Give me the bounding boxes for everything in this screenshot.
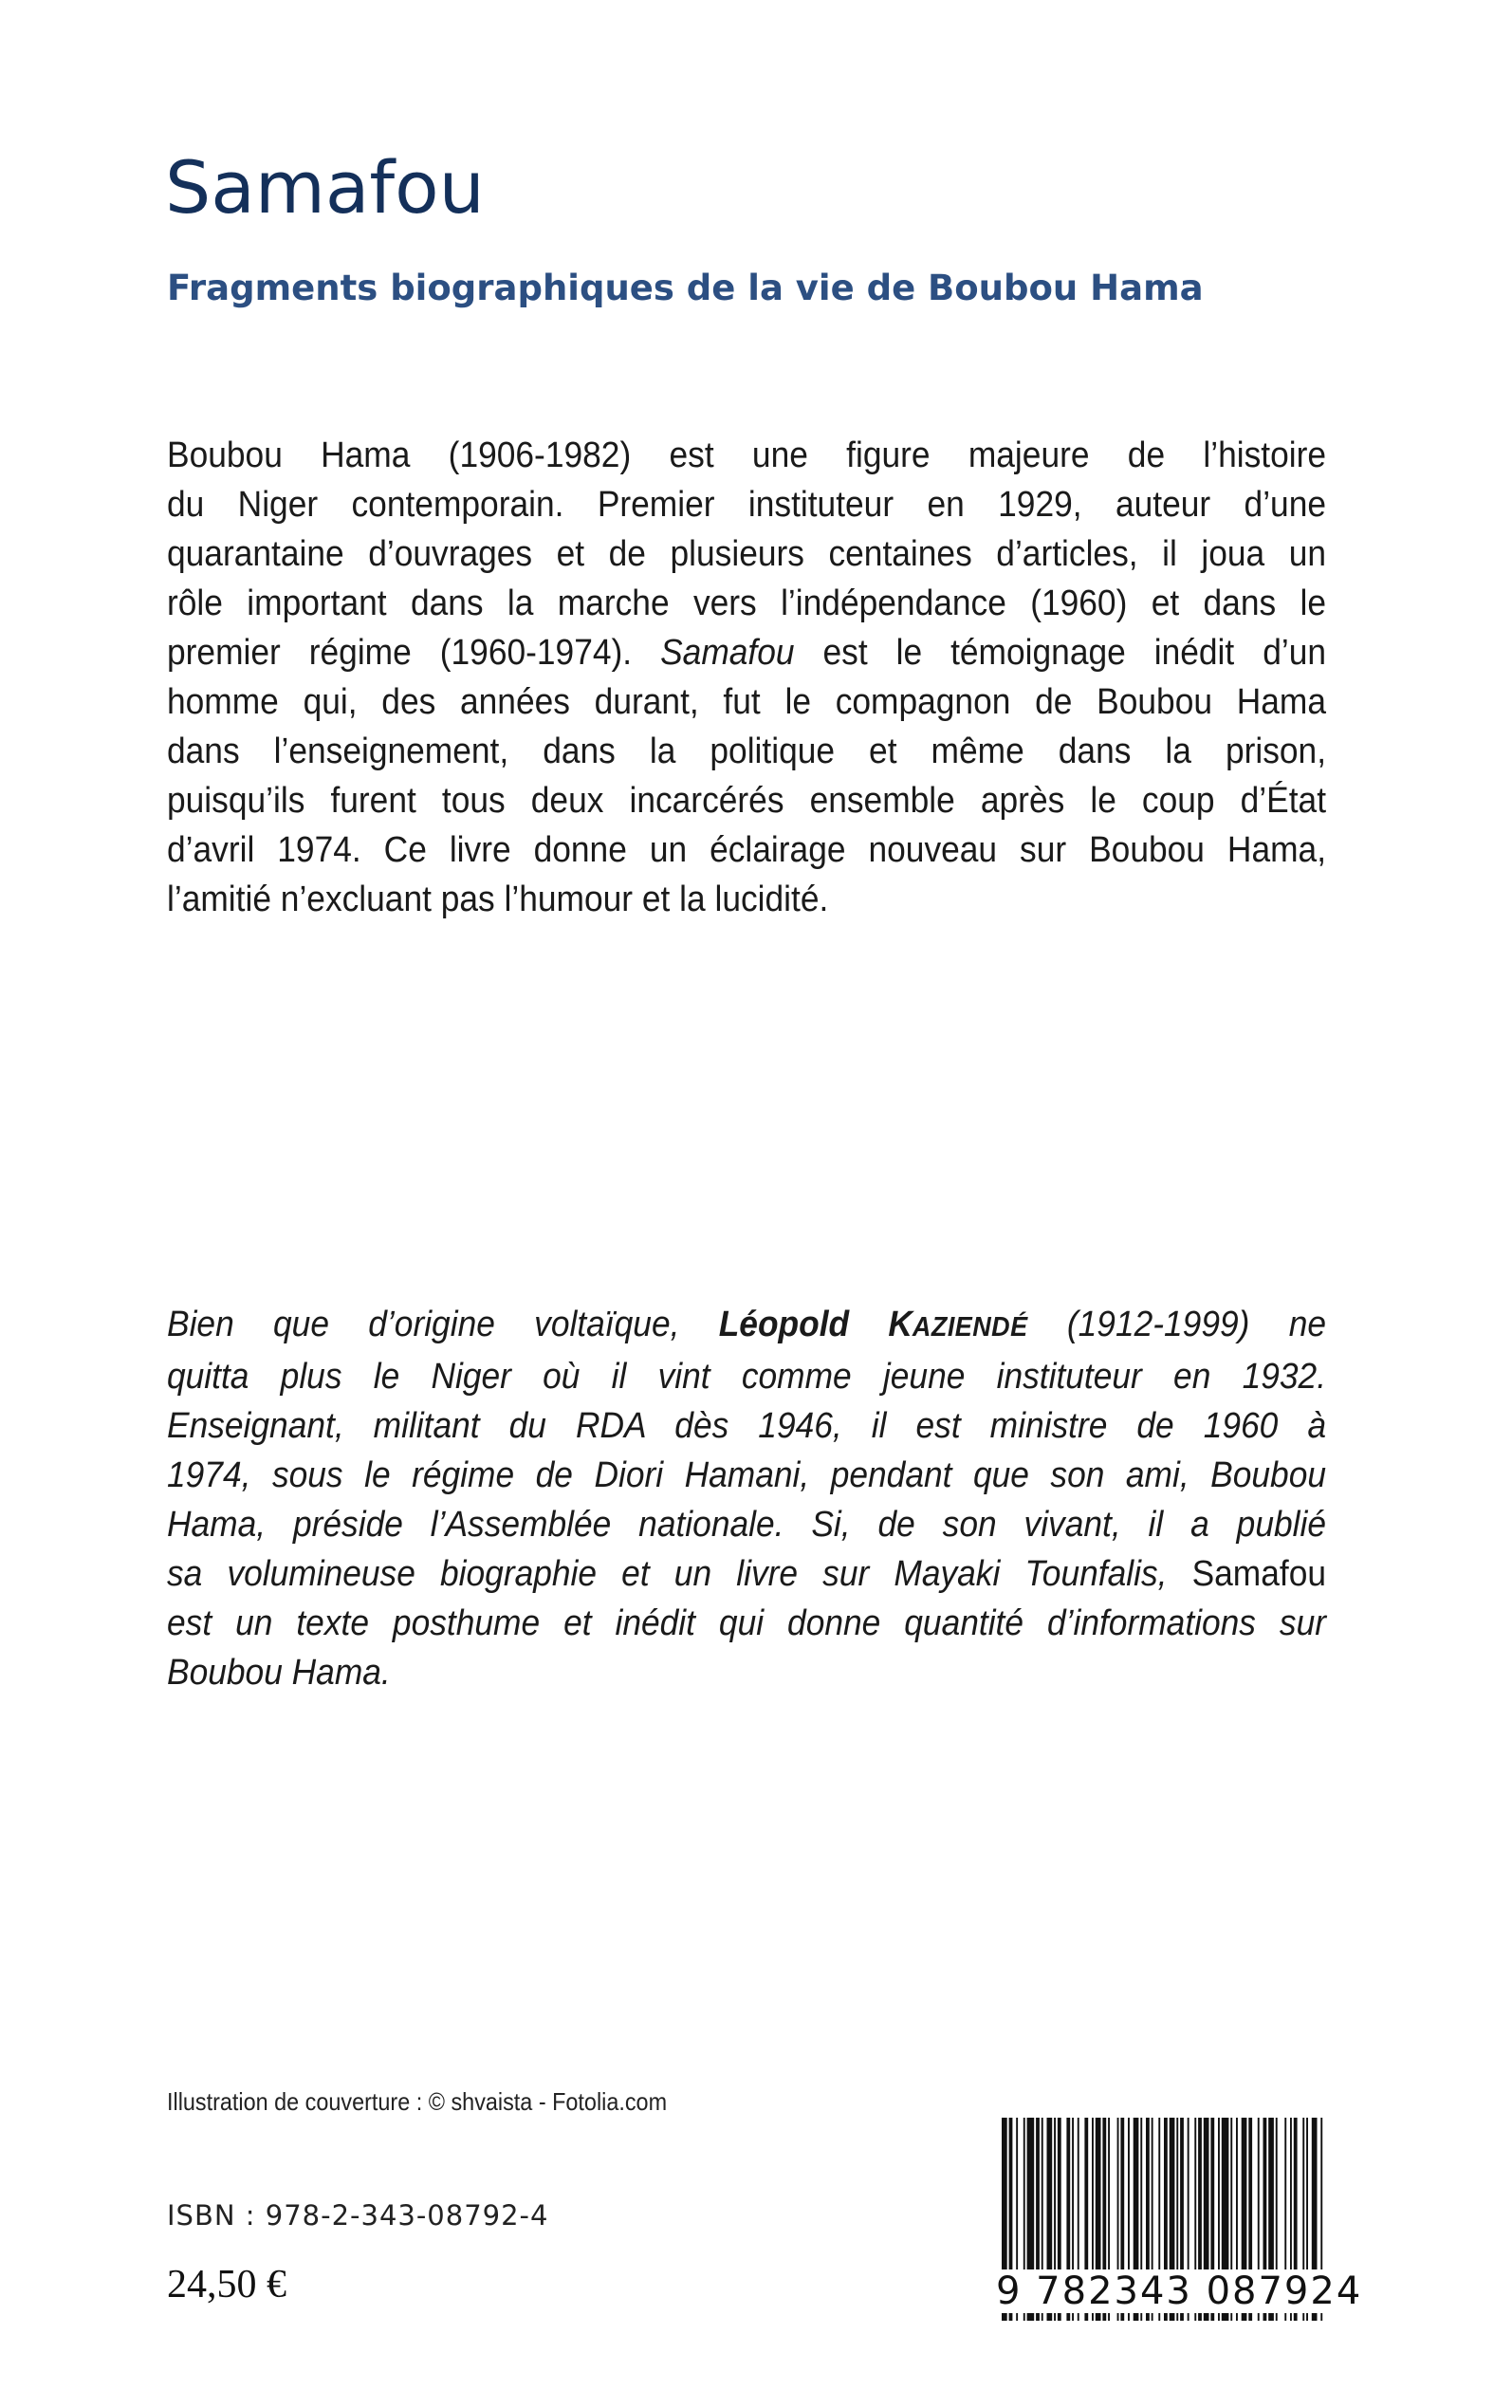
book-title: Samafou	[165, 145, 485, 230]
author-bio-line	[167, 1549, 1326, 1599]
author-bio-line: Hama, préside l’Assemblée nationale. Si, de son vivant, il a publié	[167, 1505, 1327, 1545]
author-bio-text: Bien que d’origine voltaïque,	[167, 1305, 719, 1344]
summary-text: premier régime (1960-1974).	[167, 633, 661, 673]
summary-title-italic: Samafou	[660, 633, 795, 673]
author-bio-text: sa volumineuse biographie et un livre sur Mayaki Tounfalis,	[167, 1554, 1192, 1594]
summary-line: puisqu’ils furent tous deux incarcérés ensemble après le coup d’État	[167, 781, 1327, 821]
author-name-smallcaps: AZIENDÉ	[912, 1312, 1028, 1343]
author-bio-line: est un texte posthume et inédit qui donne quantité d’informations sur	[167, 1603, 1327, 1643]
author-bio-line: 1974, sous le régime de Diori Hamani, pendant que son ami, Boubou	[167, 1455, 1327, 1495]
isbn: ISBN : 978-2-343-08792-4	[167, 2199, 549, 2232]
price: 24,50 €	[167, 2263, 286, 2306]
cover-illustration-credit: Illustration de couverture : © shvaista - Fotolia.com	[167, 2087, 668, 2116]
summary-line: Boubou Hama (1906-1982) est une figure majeure de l’histoire	[167, 435, 1327, 475]
author-bio-line	[167, 1300, 1326, 1352]
book-summary	[167, 431, 1326, 924]
summary-line: du Niger contemporain. Premier instituteur en 1929, auteur d’une	[167, 485, 1327, 525]
book-subtitle: Fragments biographiques de la vie de Boubou Hama	[167, 268, 1204, 308]
book-title-upright: Samafou	[1191, 1554, 1327, 1594]
author-name: Léopold K	[718, 1305, 913, 1344]
author-bio-line: Enseignant, militant du RDA dès 1946, il est ministre de 1960 à	[167, 1406, 1327, 1446]
author-bio-line: Boubou Hama.	[167, 1653, 391, 1693]
summary-line: rôle important dans la marche vers l’indépendance (1960) et dans le	[167, 583, 1327, 623]
summary-line: dans l’enseignement, dans la politique et même dans la prison,	[167, 732, 1327, 771]
author-bio-line: quitta plus le Niger où il vint comme jeune instituteur en 1932.	[167, 1357, 1327, 1397]
summary-line	[167, 628, 1326, 677]
author-bio-text: (1912-1999) ne	[1027, 1305, 1327, 1344]
summary-line: quarantaine d’ouvrages et de plusieurs centaines d’articles, il joua un	[167, 534, 1327, 574]
barcode	[996, 2118, 1363, 2321]
summary-line: l’amitié n’excluant pas l’humour et la lucidité.	[167, 880, 829, 919]
summary-line: d’avril 1974. Ce livre donne un éclairage nouveau sur Boubou Hama,	[167, 830, 1327, 870]
summary-text: est le témoignage inédit d’un	[794, 633, 1327, 673]
author-bio	[167, 1300, 1326, 1697]
barcode-digits: 9 782343 087924	[996, 2269, 1363, 2313]
summary-line: homme qui, des années durant, fut le compagnon de Boubou Hama	[167, 682, 1327, 722]
